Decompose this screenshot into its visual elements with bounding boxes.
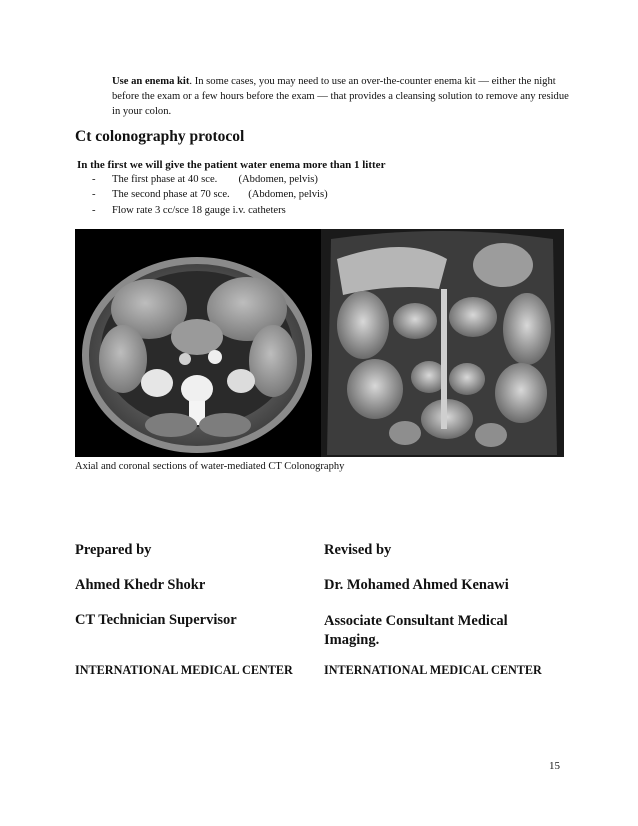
protocol-bullet bbox=[92, 203, 328, 218]
enema-term: Use an enema kit bbox=[112, 76, 190, 87]
bullet-text: The first phase at 40 sce. (Abdomen, pelvis) bbox=[112, 174, 318, 185]
ct-figure bbox=[75, 229, 564, 457]
bullet-text: Flow rate 3 cc/sce 18 gauge i.v. catheters bbox=[112, 204, 286, 216]
preparer-title: CT Technician Supervisor bbox=[75, 612, 237, 628]
figure-caption: Axial and coronal sections of water-mediated CT Colonography bbox=[75, 461, 345, 472]
axial-ct-image bbox=[75, 229, 321, 457]
ct-scan-images bbox=[75, 229, 564, 457]
dash-bullet-icon: - bbox=[92, 189, 96, 201]
enema-text: . In some cases, you may need to use an over-the-counter enema kit — either the night before the exam or a few hours before the exam — that provides a cleansing solution to remove any residue in your colon. bbox=[112, 76, 569, 118]
dash-bullet-icon: - bbox=[92, 204, 96, 216]
enema-paragraph bbox=[112, 74, 572, 120]
revised-by-label: Revised by bbox=[324, 542, 392, 558]
preparer-institution: INTERNATIONAL MEDICAL CENTER bbox=[75, 663, 293, 677]
protocol-bullet-list bbox=[92, 172, 328, 218]
protocol-heading: Ct colonography protocol bbox=[75, 128, 245, 145]
reviser-name: Dr. Mohamed Ahmed Kenawi bbox=[324, 577, 509, 593]
coronal-ct-image bbox=[321, 229, 564, 457]
protocol-intro: In the first we will give the patient water enema more than 1 litter bbox=[77, 159, 386, 171]
bullet-text: The second phase at 70 sce. (Abdomen, pelvis) bbox=[112, 189, 328, 201]
protocol-bullet bbox=[92, 187, 328, 202]
preparer-name: Ahmed Khedr Shokr bbox=[75, 577, 206, 593]
dash-bullet-icon: - bbox=[92, 174, 96, 185]
reviser-institution: INTERNATIONAL MEDICAL CENTER bbox=[324, 663, 542, 677]
reviser-title: Associate Consultant Medical Imaging. bbox=[324, 613, 508, 648]
page-number: 15 bbox=[549, 760, 560, 772]
prepared-by-label: Prepared by bbox=[75, 542, 152, 558]
protocol-bullet bbox=[92, 172, 328, 187]
